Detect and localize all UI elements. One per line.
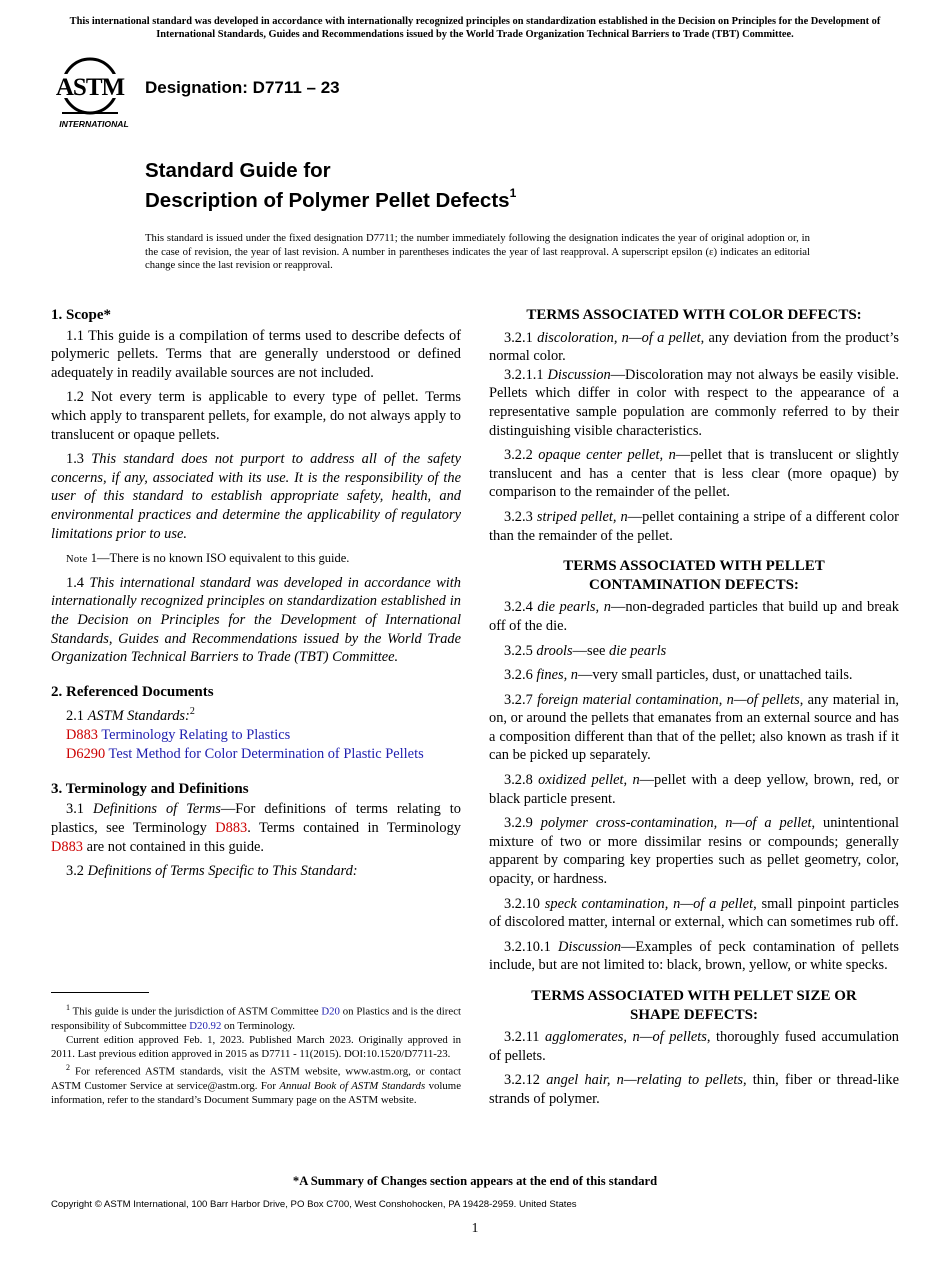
term-3-2-6 [489, 666, 899, 685]
term-number: 3.2.3 [504, 508, 533, 525]
paragraph-number: 3.1 [66, 801, 84, 818]
page-title [145, 158, 516, 213]
term-3-2-9 [489, 814, 899, 888]
term: discoloration, n—of a pellet [537, 329, 701, 346]
footnotes [51, 1001, 461, 1108]
heading-line: TERMS ASSOCIATED WITH PELLET [563, 558, 825, 575]
footnote-text: on Terminology. [224, 1019, 295, 1032]
footnote-text: volume information, refer to the standard’s Document Summary page on the ASTM website. [51, 1080, 461, 1107]
footnote-mark: 1 [66, 1003, 70, 1012]
heading-line: CONTAMINATION DEFECTS: [589, 576, 799, 593]
astm-logo [52, 54, 136, 132]
paragraph-1-2: 1.2 Not every term is applicable to every type of pellet. Terms which apply to transparent pellets, for example, do not always apply to translucent or opaque pellets. [51, 389, 461, 443]
definition: , any deviation from the product’s normal color. [489, 329, 899, 365]
term-number: 3.2.5 [504, 642, 533, 659]
term-3-2-11 [489, 1028, 899, 1065]
svg-text:INTERNATIONAL: INTERNATIONAL [59, 119, 129, 129]
term: speck contamination, n—of a pellet [544, 895, 754, 912]
reference-d6290[interactable] [51, 745, 461, 764]
term: Definitions of Terms [93, 801, 221, 818]
term: Discussion [557, 938, 622, 955]
link-d20[interactable]: D20 [321, 1005, 340, 1018]
heading-color-defects: TERMS ASSOCIATED WITH COLOR DEFECTS: [526, 307, 862, 323]
definition: —pellet with a deep yellow, brown, red, or black particle present. [489, 772, 899, 807]
paragraph-text: This standard does not purport to address all of the safety concerns, if any, associated with its use. It is the responsibility of the user of this standard to establish appropriate safety, health, and environmental practices and determine the applicability of regulatory limitations prior to use. [51, 451, 461, 542]
term-number: 3.2.1.1 [504, 366, 544, 383]
note-label: Note [66, 554, 88, 566]
term-3-2-2 [489, 446, 899, 502]
term: opaque center pellet, n [538, 447, 676, 464]
definition: —Examples of peck contamination of pellets include, but are not limited to: black, brown, yellow, or white specks. [489, 938, 899, 974]
footnote-2 [51, 1061, 461, 1107]
heading-size-shape-defects [489, 987, 899, 1024]
link-d20-92[interactable]: D20.92 [189, 1019, 222, 1032]
footnote-mark[interactable]: 2 [189, 706, 195, 718]
definition: —see [572, 642, 606, 659]
reference-code[interactable]: D6290 [66, 746, 106, 763]
definition: , small pinpoint particles of discolored matter, internal or external, which can sometimes rub off. [489, 895, 899, 931]
section-heading-referenced-documents: 2. Referenced Documents [51, 683, 214, 700]
heading-contamination-defects [489, 557, 899, 594]
issuance-statement: This standard is issued under the fixed designation D7711; the number immediately following the designation indicates the year of original adoption or, in the case of revision, the year of last revision. A number in parentheses indicates the year of last reapproval. A superscript epsilon (ε) indicates an editorial change since the last revision or reapproval. [145, 232, 810, 272]
term: fines, n [536, 667, 578, 684]
term-number: 3.2.2 [504, 447, 533, 464]
paragraph-1-1: 1.1 This guide is a compilation of terms used to describe defects of polymeric pellets. Terms that are generally understood or defined adequately in readily available sources are not included. [51, 327, 461, 381]
paragraph-1-4 [51, 574, 461, 667]
definition: —pellet that is translucent or slightly translucent and has a center that is less clear (more opaque) by comparison to the remainder of the pellet. [489, 447, 899, 501]
term-number: 3.2.11 [504, 1029, 540, 1046]
footnote-mark: 2 [66, 1063, 70, 1073]
heading-line: SHAPE DEFECTS: [630, 1006, 758, 1023]
paragraph-3-1 [51, 800, 461, 856]
definition: , thin, fiber or thread-like strands of polymer. [489, 1072, 899, 1107]
term-number: 3.2.12 [504, 1072, 540, 1089]
designation: Designation: D7711 – 23 [145, 78, 340, 97]
definition: , unintentional mixture of two or more dissimilar resins or compounds; generally apparent by comparing key properties such as pellet geometry, color, opacity, or hardness. [489, 815, 899, 888]
footnote-text: This guide is under the jurisdiction of ASTM Committee [72, 1005, 319, 1018]
term-3-2-5 [489, 642, 899, 661]
definition: —very small particles, dust, or unattached tails. [577, 667, 853, 684]
term-3-2-10-1 [489, 938, 899, 975]
term-3-2-1-1 [489, 366, 899, 440]
heading-line: TERMS ASSOCIATED WITH PELLET SIZE OR [531, 988, 857, 1004]
term-3-2-4 [489, 598, 899, 635]
term-number: 3.2.4 [504, 599, 533, 616]
term-3-2-12 [489, 1071, 899, 1108]
term: foreign material contamination, n—of pellets [537, 691, 800, 708]
reference-title[interactable]: Terminology Relating to Plastics [101, 726, 291, 743]
definition: —non-degraded particles that build up and break off of the die. [489, 599, 900, 634]
section-heading-terminology: 3. Terminology and Definitions [51, 780, 249, 797]
footnote-divider [51, 992, 149, 993]
svg-text:ASTM: ASTM [55, 74, 125, 101]
footnote-text: on Plastics and is the direct responsibility of Subcommittee [51, 1005, 461, 1032]
page-number: 1 [471, 1220, 479, 1235]
note-text: 1—There is no known ISO equivalent to this guide. [90, 551, 350, 566]
title-footnote-mark[interactable]: 1 [509, 186, 517, 200]
cross-reference: die pearls [609, 642, 667, 659]
term-number: 3.2.6 [504, 667, 533, 684]
term: die pearls, n [537, 599, 611, 616]
term: Discussion [547, 366, 611, 383]
title-line-1: Standard Guide for [145, 159, 331, 182]
link-d883[interactable]: D883 [215, 820, 248, 837]
term: drools [536, 642, 573, 659]
reference-code[interactable]: D883 [66, 726, 98, 743]
right-column [489, 306, 899, 1115]
footnote-italic: Annual Book of ASTM Standards [279, 1080, 426, 1093]
paragraph-3-2 [51, 862, 461, 881]
paragraph-number: 1.3 [66, 451, 84, 468]
term: agglomerates, n—of pellets [545, 1029, 707, 1046]
title-line-2 [145, 183, 516, 213]
footnote-1-edition: Current edition approved Feb. 1, 2023. Published March 2023. Originally approved in 2011. Last previous edition approved in 2015 as D7711 - 11(2015). DOI:10.1520/D7711-23. [51, 1034, 461, 1061]
text: are not contained in this guide. [86, 838, 265, 855]
top-note: This international standard was developed in accordance with internationally recognized principles on standardization established in the Decision on Principles for the Development of International Standards, Guides and Recommendations issued by the World Trade Organization Technical Barriers to Trade (TBT) Committee. [69, 16, 881, 40]
paragraph-number: 2.1 [66, 708, 84, 725]
paragraph-text: Definitions of Terms Specific to This Standard: [87, 863, 358, 880]
title-text: Description of Polymer Pellet Defects [145, 188, 510, 212]
summary-of-changes-note: *A Summary of Changes section appears at the end of this standard [292, 1174, 658, 1188]
term-3-2-10 [489, 895, 899, 932]
term-number: 3.2.10 [504, 895, 540, 912]
text: . Terms contained in Terminology [247, 820, 461, 837]
note-1 [51, 549, 461, 570]
term-3-2-1 [489, 329, 899, 366]
footnote-text: For referenced ASTM standards, visit the ASTM website, www.astm.org, or contact ASTM Customer Service at service@astm.org. For [51, 1066, 461, 1093]
paragraph-number: 3.2 [66, 863, 84, 880]
paragraph-text: ASTM Standards: [87, 708, 190, 725]
paragraph-2-1 [51, 703, 461, 725]
reference-d883[interactable] [51, 726, 461, 745]
copyright: Copyright © ASTM International, 100 Barr Harbor Drive, PO Box C700, West Conshohocken, PA 19428-2959. United States [51, 1199, 577, 1210]
term-3-2-3 [489, 508, 899, 545]
definition: , thoroughly fused accumulation of pellets. [489, 1029, 899, 1064]
footnote-1 [51, 1001, 461, 1033]
left-column [51, 306, 461, 887]
link-d883[interactable]: D883 [51, 838, 83, 855]
definition: , any material in, on, or around the pellets that emanates from an external source and has a composition different than that of the pellet; also known as trash if it can be picked up separately. [489, 691, 899, 764]
term-3-2-8 [489, 771, 899, 808]
text: —For definitions of terms relating to plastics, see Terminology [51, 801, 461, 837]
term-3-2-7 [489, 691, 899, 765]
section-heading-scope: 1. Scope* [51, 307, 111, 323]
term: striped pellet, n [536, 508, 628, 525]
term: polymer cross-contamination, n—of a pellet [540, 815, 812, 832]
definition: —Discoloration may not always be easily visible. Pellets which differ in color with respect to the appearance of a representative sample population are commonly referred to by their distinguishing visible characteristics. [489, 366, 899, 439]
definition: —pellet containing a stripe of a different color than the remainder of the pellet. [489, 508, 899, 544]
term-number: 3.2.9 [504, 815, 533, 832]
term: angel hair, n—relating to pellets [546, 1072, 743, 1089]
term-number: 3.2.10.1 [504, 938, 551, 955]
paragraph-number: 1.4 [66, 574, 84, 591]
term-number: 3.2.7 [504, 691, 533, 708]
term-number: 3.2.8 [504, 772, 533, 789]
paragraph-1-3 [51, 450, 461, 543]
term: oxidized pellet, n [538, 772, 640, 789]
reference-title[interactable]: Test Method for Color Determination of Plastic Pellets [108, 746, 424, 763]
paragraph-text: This international standard was developed in accordance with internationally recognized principles on standardization established in the Decision on Principles for the Development of International Standards, Guides and Recommendations issued by the World Trade Organization Technical Barriers to Trade (TBT) Committee. [51, 574, 461, 666]
astm-logo-icon [52, 54, 136, 132]
term-number: 3.2.1 [504, 329, 533, 346]
